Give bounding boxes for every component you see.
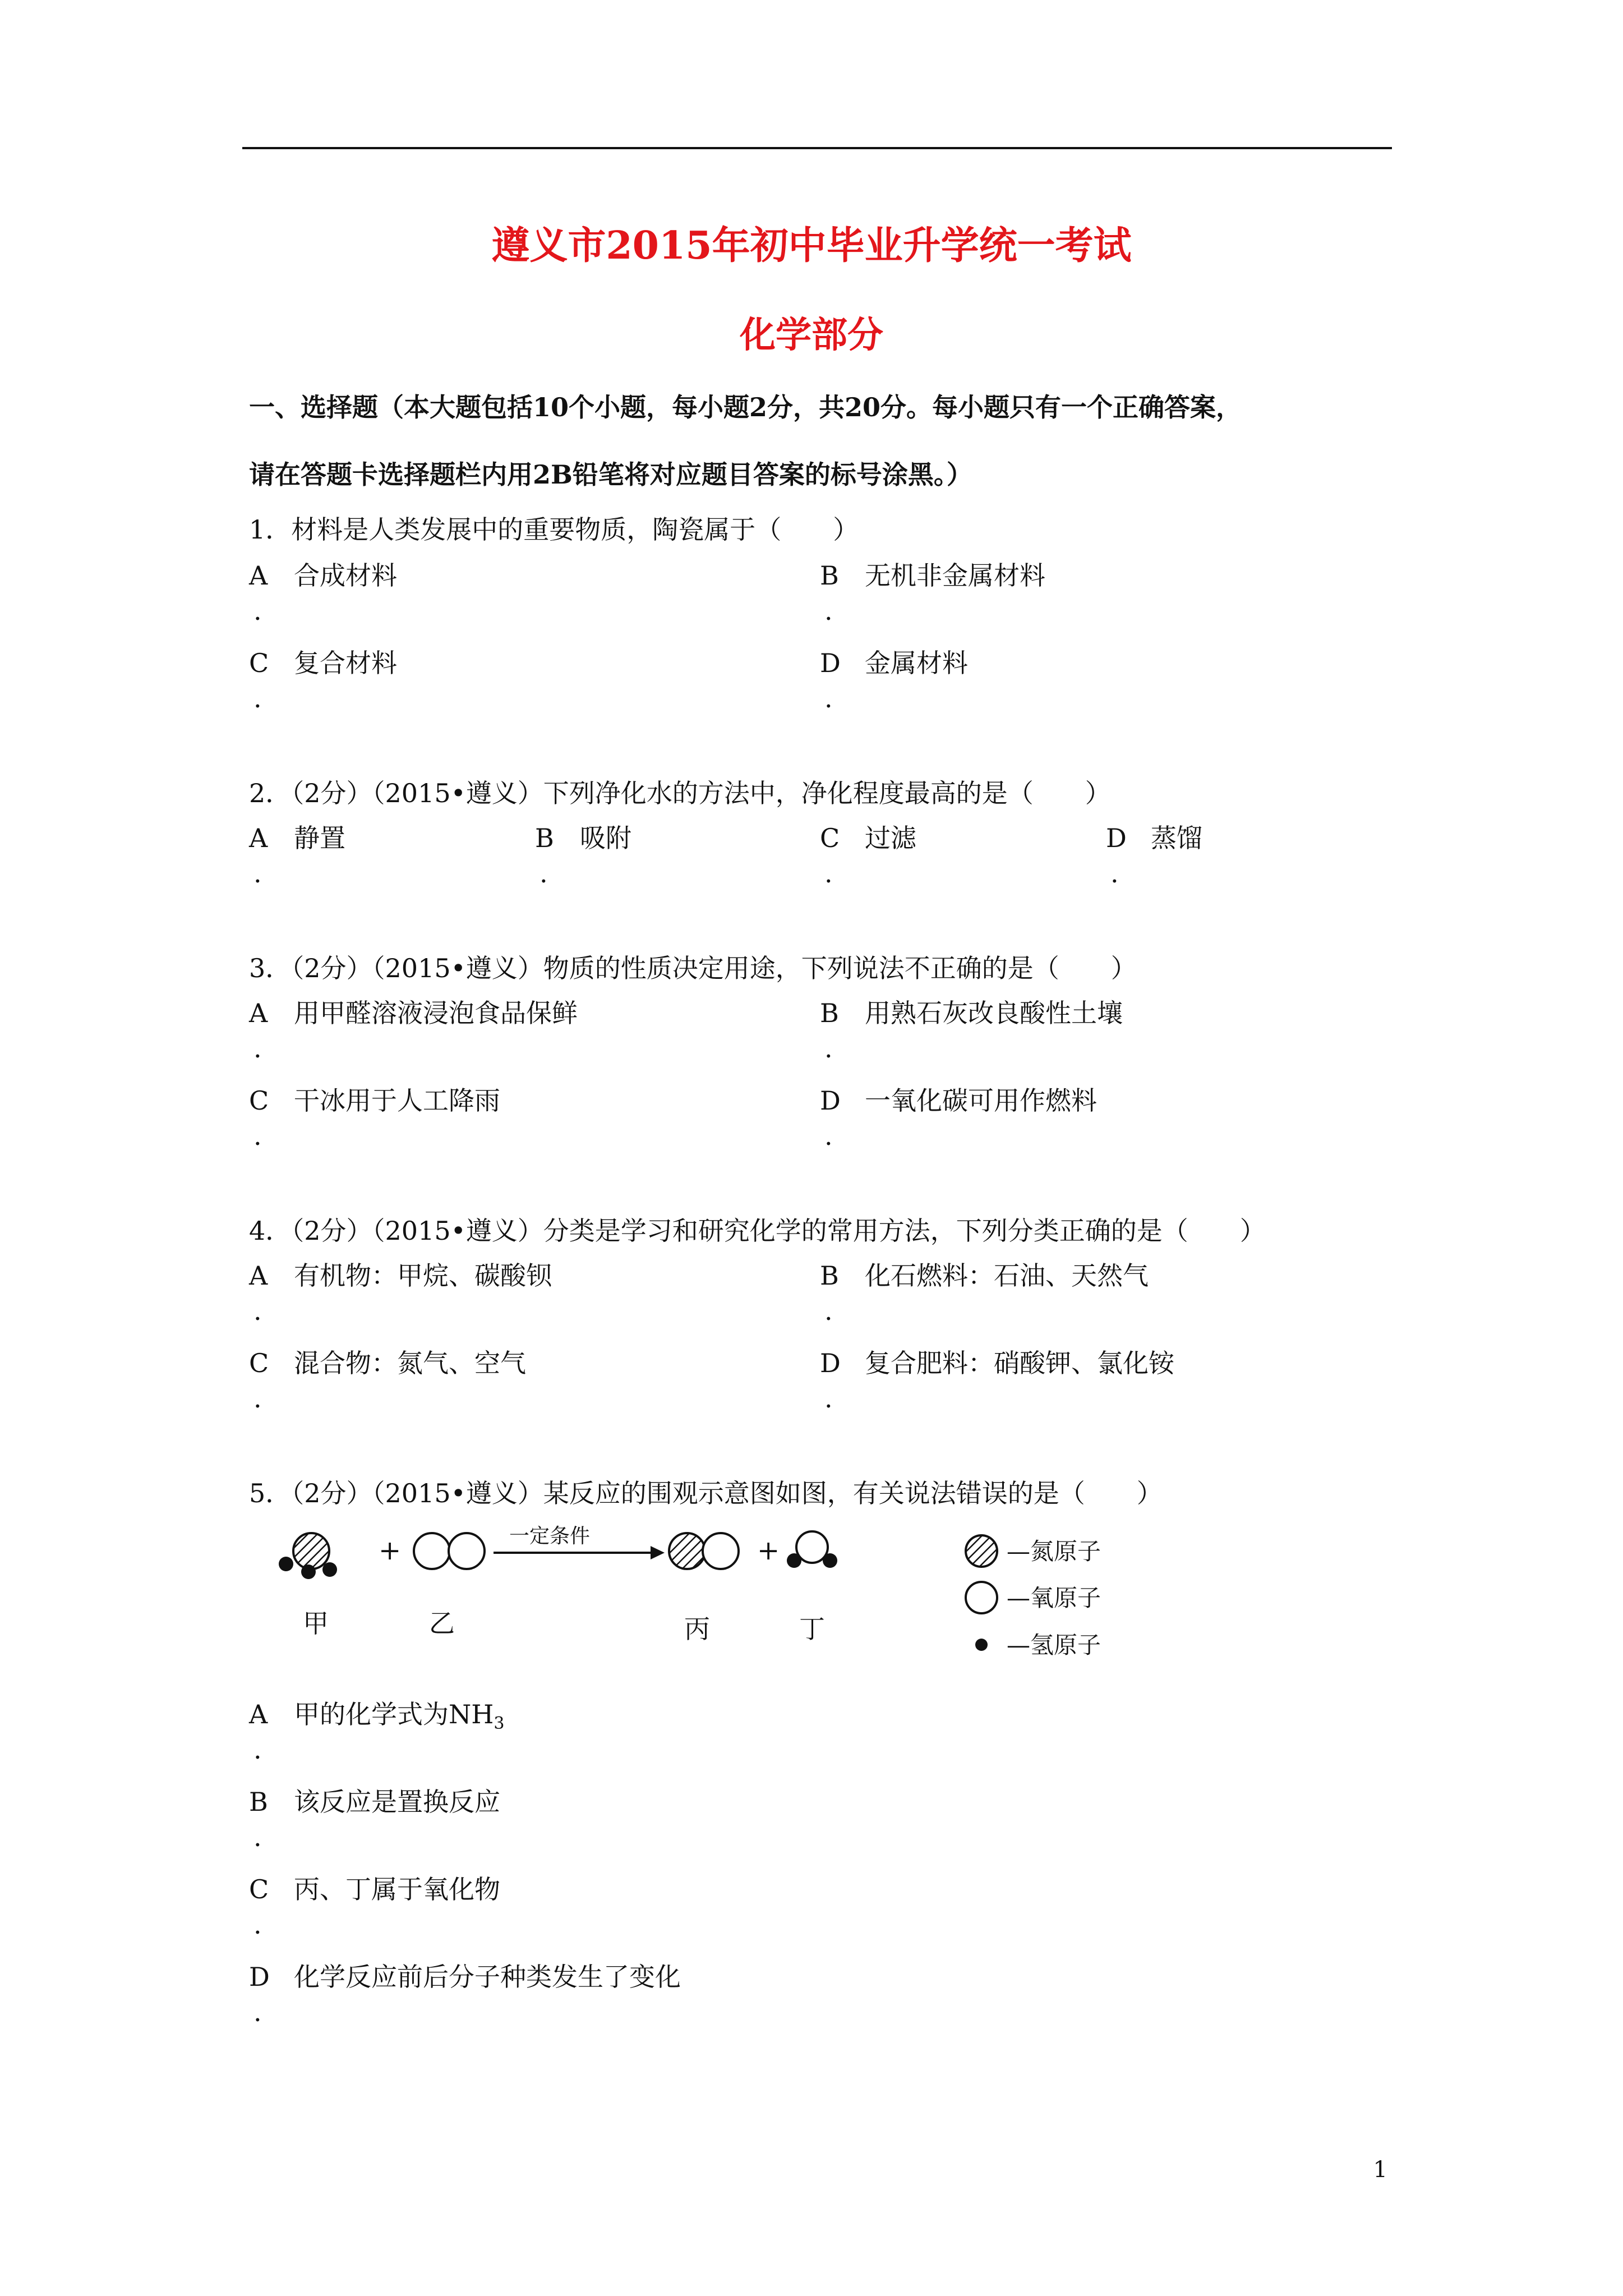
header-rule	[242, 147, 1392, 149]
question-1-stem: 1．材料是人类发展中的重要物质，陶瓷属于（ ）	[249, 514, 859, 545]
question-2-option-c: C 过滤	[820, 823, 916, 853]
legend-nitrogen: —氮原子	[1007, 1538, 1101, 1565]
molecule-jia	[279, 1533, 337, 1579]
question-2-option-b: B 吸附	[535, 823, 631, 853]
question-4-option-b: B 化石燃料：石油、天然气	[820, 1260, 1149, 1291]
question-2-option-d: D 蒸馏	[1106, 823, 1202, 853]
page-number: 1	[1373, 2157, 1387, 2183]
question-3-option-a: A 用甲醛溶液浸泡食品保鲜	[249, 998, 578, 1028]
molecule-yi	[414, 1533, 485, 1569]
molecule-ding	[787, 1531, 837, 1568]
reaction-condition: 一定条件	[509, 1525, 591, 1548]
question-1-option-a: A 合成材料	[249, 560, 397, 591]
question-4-option-c: C 混合物：氮气、空气	[249, 1348, 526, 1378]
svg-text:+: +	[757, 1535, 780, 1566]
section-instructions-line2: 请在答题卡选择题栏内用2B铅笔将对应题目答案的标号涂黑。）	[249, 459, 972, 490]
question-3-option-c: C 干冰用于人工降雨	[249, 1085, 500, 1116]
question-5-option-b: B 该反应是置换反应	[249, 1787, 500, 1817]
question-3-option-d: D 一氧化碳可用作燃料	[820, 1085, 1097, 1116]
label-yi: 乙	[429, 1608, 455, 1639]
legend-oxygen: —氧原子	[1007, 1584, 1101, 1612]
question-3-option-b: B 用熟石灰改良酸性土壤	[820, 998, 1123, 1028]
label-ding: 丁	[799, 1614, 825, 1644]
svg-text:+: +	[379, 1535, 402, 1566]
question-1-option-b: B 无机非金属材料	[820, 560, 1045, 591]
label-bing: 丙	[684, 1614, 710, 1644]
question-5-option-d: D 化学反应前后分子种类发生了变化	[249, 1962, 681, 1992]
molecule-bing	[669, 1533, 739, 1569]
question-5-option-c: C 丙、丁属于氧化物	[249, 1874, 500, 1904]
exam-subtitle: 化学部分	[740, 314, 883, 356]
question-4-stem: 4．（2分）（2015•遵义）分类是学习和研究化学的常用方法，下列分类正确的是（ ）	[249, 1216, 1266, 1246]
question-2-stem: 2．（2分）（2015•遵义）下列净化水的方法中，净化程度最高的是（ ）	[249, 778, 1111, 808]
label-jia: 甲	[303, 1608, 329, 1639]
question-2-option-a: A 静置	[249, 823, 345, 853]
exam-title: 遵义市2015年初中毕业升学统一考试	[491, 223, 1132, 268]
question-5-option-a: A 甲的化学式为$NH_3$	[249, 1699, 505, 1734]
question-5-stem: 5．（2分）（2015•遵义）某反应的围观示意图如图，有关说法错误的是（ ）	[249, 1478, 1163, 1508]
question-1-option-c: C 复合材料	[249, 648, 397, 678]
question-4-option-a: A 有机物：甲烷、碳酸钡	[249, 1260, 552, 1291]
reaction-arrow	[494, 1546, 665, 1559]
section-instructions-line1: 一、选择题（本大题包括10个小题，每小题2分，共20分。每小题只有一个正确答案，	[249, 392, 1242, 422]
legend	[966, 1535, 1101, 1659]
reaction-diagram	[269, 1515, 1223, 1683]
question-4-option-d: D 复合肥料：硝酸钾、氯化铵	[820, 1348, 1174, 1378]
question-3-stem: 3．（2分）（2015•遵义）物质的性质决定用途，下列说法不正确的是（ ）	[249, 953, 1137, 983]
legend-hydrogen: —氢原子	[1007, 1631, 1101, 1659]
question-1-option-d: D 金属材料	[820, 648, 968, 678]
